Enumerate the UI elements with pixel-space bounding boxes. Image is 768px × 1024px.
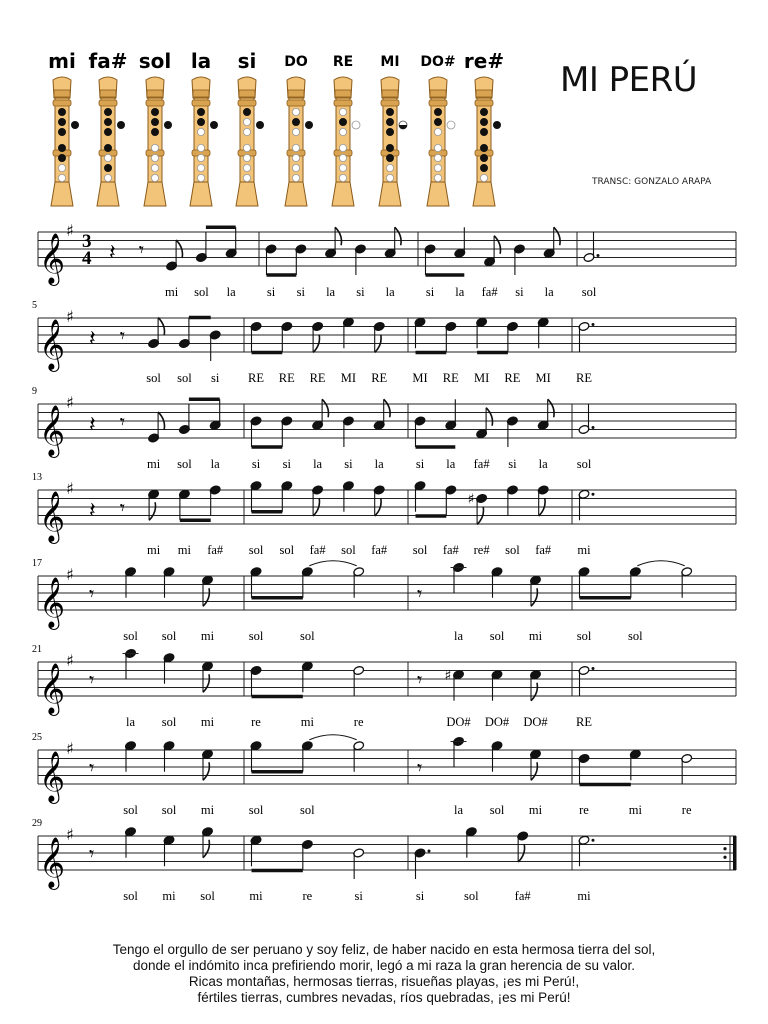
- note-name-label: RE: [504, 371, 521, 385]
- eighth-rest-icon: 𝄾: [89, 755, 95, 780]
- note-name-label: mi: [200, 715, 215, 729]
- note-name-label: mi: [528, 803, 543, 817]
- song-title: MI PERÚ: [560, 60, 698, 100]
- fingering-note-label: sol: [138, 49, 172, 73]
- note-name-label: sol: [248, 803, 264, 817]
- note-name-label: re: [251, 715, 261, 729]
- quarter-rest-icon: 𝄽: [89, 412, 96, 438]
- eighth-rest-icon: 𝄾: [417, 667, 423, 692]
- note-name-label: sol: [161, 629, 177, 643]
- note-flag: [203, 588, 209, 606]
- note-name-label: sol: [341, 543, 356, 557]
- eighth-rest-icon: 𝄾: [417, 755, 423, 780]
- note-name-label: la: [313, 457, 323, 471]
- note-name-label: RE: [576, 371, 592, 385]
- dot-icon: [428, 850, 431, 853]
- note-name-label: DO#: [484, 715, 510, 729]
- note-name-label: re: [681, 803, 692, 817]
- measure-number: 25: [32, 732, 42, 743]
- sharp-icon: ♯: [66, 825, 74, 844]
- staff-system: [32, 818, 737, 903]
- note-name-label: sol: [123, 889, 138, 903]
- note-name-label: mi: [200, 803, 215, 817]
- note-flag: [548, 399, 554, 417]
- note-name-label: la: [538, 457, 548, 471]
- note-name-label: sol: [177, 457, 192, 471]
- note-flag: [531, 588, 537, 606]
- note-name-label: re: [579, 803, 589, 817]
- dot-icon: [592, 493, 595, 496]
- note-flag: [203, 674, 209, 692]
- note-name-label: mi: [628, 803, 642, 817]
- fingering-note-label: re#: [463, 49, 505, 73]
- note-name-label: la: [326, 285, 336, 299]
- note-name-label: MI: [473, 371, 490, 385]
- treble-clef-icon: 𝄞: [39, 491, 66, 542]
- sharp-icon: ♯: [66, 221, 74, 240]
- note-flag: [531, 762, 537, 780]
- note-name-label: mi: [249, 889, 263, 903]
- quarter-rest-icon: 𝄽: [109, 240, 116, 266]
- note-name-label: sol: [248, 629, 264, 643]
- note-flag: [486, 408, 492, 426]
- lyrics-line: Ricas montañas, hermosas tierras, risueñas playas, ¡es mi Perú!,: [188, 974, 580, 989]
- fingering-note-label: si: [237, 49, 257, 73]
- staff-system: [32, 732, 736, 817]
- sharp-icon: ♯: [66, 739, 74, 758]
- fingering-note-label: mi: [48, 49, 76, 73]
- note-name-label: RE: [371, 371, 388, 385]
- measure-number: 17: [32, 558, 42, 569]
- note-flag: [395, 227, 401, 245]
- fingering-note-label: fa#: [88, 49, 128, 73]
- quarter-rest-icon: 𝄽: [89, 326, 96, 352]
- treble-clef-icon: 𝄞: [39, 405, 66, 456]
- note-name-label: la: [226, 285, 236, 299]
- fingering-note-label: MI: [380, 54, 400, 70]
- note-name-label: mi: [162, 889, 176, 903]
- sharp-icon: ♯: [66, 565, 74, 584]
- sharp-icon: ♯: [444, 667, 452, 684]
- note-name-label: RE: [309, 371, 326, 385]
- treble-clef-icon: 𝄞: [39, 663, 66, 714]
- dot-icon: [592, 667, 595, 670]
- measure-number: 13: [32, 472, 42, 483]
- note-name-label: DO#: [523, 715, 548, 729]
- note-name-label: fa#: [371, 543, 388, 557]
- lyrics-line: Tengo el orgullo de ser peruano y soy feliz, de haber nacido en esta hermosa tierra del sol,: [112, 942, 656, 957]
- note-name-label: la: [453, 803, 464, 817]
- final-barline: [733, 836, 737, 870]
- quarter-rest-icon: 𝄽: [89, 498, 96, 524]
- note-flag: [203, 840, 209, 858]
- note-name-label: la: [544, 285, 554, 299]
- lyrics-line: fértiles tierras, cumbres nevadas, ríos quebradas, ¡es mi Perú!: [197, 990, 571, 1005]
- note-name-label: fa#: [514, 889, 531, 903]
- note-name-label: si: [266, 285, 276, 299]
- eighth-rest-icon: 𝄾: [119, 409, 126, 434]
- dot-icon: [597, 254, 600, 257]
- note-name-label: si: [296, 285, 305, 299]
- dot-icon: [592, 323, 595, 326]
- note-name-label: RE: [576, 715, 592, 729]
- note-name-label: sol: [489, 629, 505, 643]
- note-name-label: la: [385, 285, 395, 299]
- note-flag: [554, 227, 560, 245]
- note-name-label: mi: [164, 285, 179, 299]
- measure-number: 9: [32, 386, 37, 397]
- repeat-dot: [723, 847, 726, 850]
- note-name-label: mi: [528, 629, 543, 643]
- eighth-rest-icon: 𝄾: [119, 323, 126, 348]
- note-name-label: mi: [177, 543, 192, 557]
- note-name-label: sol: [279, 543, 295, 557]
- note-name-label: sol: [576, 629, 592, 643]
- note-name-label: si: [251, 457, 261, 471]
- note-name-label: sol: [581, 285, 597, 299]
- treble-clef-icon: 𝄞: [39, 577, 66, 628]
- eighth-rest-icon: 𝄾: [417, 581, 423, 606]
- note-name-label: mi: [577, 543, 591, 557]
- note-name-label: sol: [146, 371, 161, 385]
- treble-clef-icon: 𝄞: [39, 233, 66, 284]
- note-flag: [335, 227, 341, 245]
- staff-system: [32, 644, 736, 729]
- eighth-rest-icon: 𝄾: [119, 495, 126, 520]
- sharp-icon: ♯: [66, 651, 74, 670]
- note-flag: [149, 502, 155, 520]
- note-name-label: la: [446, 457, 456, 471]
- note-name-label: si: [344, 457, 353, 471]
- note-name-label: si: [515, 285, 524, 299]
- note-name-label: fa#: [442, 543, 459, 557]
- time-signature-bottom: 4: [82, 248, 92, 269]
- note-name-label: re: [353, 715, 364, 729]
- sharp-icon: ♯: [467, 491, 475, 508]
- treble-clef-icon: 𝄞: [39, 837, 66, 888]
- note-name-label: fa#: [309, 543, 326, 557]
- note-name-label: DO#: [446, 715, 471, 729]
- sharp-icon: ♯: [66, 307, 74, 326]
- eighth-rest-icon: 𝄾: [89, 841, 95, 866]
- song-lyrics: [0, 942, 768, 1006]
- note-name-label: RE: [278, 371, 295, 385]
- note-flag: [494, 236, 500, 254]
- eighth-rest-icon: 𝄾: [89, 667, 95, 692]
- note-name-label: la: [374, 457, 384, 471]
- fingering-note-label: DO#: [420, 54, 456, 70]
- note-name-label: sol: [300, 629, 315, 643]
- measure-number: 21: [32, 644, 42, 655]
- note-name-label: sol: [628, 629, 643, 643]
- note-flag: [531, 683, 537, 701]
- lyrics-line: donde el indómito inca prefiriendo morir, legó a mi raza la gran herencia de su valor.: [132, 958, 636, 973]
- note-name-label: mi: [300, 715, 314, 729]
- note-name-label: sol: [123, 629, 138, 643]
- note-name-label: sol: [200, 889, 215, 903]
- note-name-label: si: [415, 889, 425, 903]
- time-signature-top: 3: [82, 231, 92, 252]
- note-name-label: si: [282, 457, 291, 471]
- tie: [309, 735, 356, 740]
- sharp-icon: ♯: [66, 479, 74, 498]
- treble-clef-icon: 𝄞: [39, 319, 66, 370]
- note-name-label: MI: [412, 371, 428, 385]
- note-name-label: si: [356, 285, 365, 299]
- note-name-label: sol: [194, 285, 209, 299]
- note-name-label: si: [425, 285, 435, 299]
- transcriber-credit: TRANSC: GONZALO ARAPA: [592, 177, 712, 187]
- note-name-label: la: [210, 457, 220, 471]
- repeat-dot: [723, 856, 726, 859]
- note-name-label: RE: [442, 371, 459, 385]
- note-name-label: sol: [489, 803, 505, 817]
- staff-system: [32, 386, 736, 471]
- note-name-label: mi: [577, 889, 591, 903]
- fingering-note-label: la: [190, 49, 212, 73]
- note-name-label: la: [455, 285, 465, 299]
- note-name-label: fa#: [535, 543, 552, 557]
- note-name-label: sol: [161, 715, 177, 729]
- note-name-label: mi: [146, 543, 161, 557]
- note-name-label: fa#: [481, 285, 498, 299]
- dot-icon: [592, 839, 595, 842]
- staff-system: [32, 472, 736, 557]
- note-name-label: sol: [248, 543, 264, 557]
- note-flag: [384, 399, 390, 417]
- eighth-rest-icon: 𝄾: [89, 581, 95, 606]
- fingering-note-label: DO: [284, 54, 308, 70]
- note-name-label: RE: [248, 371, 264, 385]
- staff-system: [32, 300, 736, 385]
- note-name-label: sol: [161, 803, 177, 817]
- note-name-label: MI: [340, 371, 357, 385]
- note-flag: [322, 399, 328, 417]
- measure-number: 5: [32, 300, 37, 311]
- tie: [637, 561, 684, 566]
- note-name-label: mi: [146, 457, 161, 471]
- staff-system: [32, 558, 736, 643]
- note-name-label: sol: [123, 803, 138, 817]
- note-name-label: sol: [300, 803, 315, 817]
- note-name-label: la: [453, 629, 464, 643]
- dot-icon: [592, 426, 595, 429]
- note-flag: [203, 762, 209, 780]
- note-name-label: fa#: [473, 457, 490, 471]
- sharp-icon: ♯: [66, 393, 74, 412]
- measure-number: 29: [32, 818, 42, 829]
- staff-system: [38, 221, 736, 299]
- note-name-label: sol: [464, 889, 479, 903]
- note-name-label: re: [302, 889, 313, 903]
- note-name-label: sol: [505, 543, 520, 557]
- note-name-label: si: [508, 457, 517, 471]
- note-name-label: si: [415, 457, 425, 471]
- note-name-label: sol: [177, 371, 192, 385]
- note-name-label: mi: [200, 629, 215, 643]
- tie: [309, 561, 356, 566]
- note-name-label: re#: [473, 543, 490, 557]
- eighth-rest-icon: 𝄾: [138, 237, 145, 262]
- note-name-label: si: [354, 889, 363, 903]
- fingering-note-label: RE: [332, 54, 354, 70]
- note-name-label: la: [125, 715, 136, 729]
- note-name-label: fa#: [207, 543, 224, 557]
- note-name-label: MI: [535, 371, 551, 385]
- note-name-label: sol: [412, 543, 428, 557]
- treble-clef-icon: 𝄞: [39, 751, 66, 802]
- note-name-label: sol: [576, 457, 592, 471]
- note-name-label: si: [211, 371, 220, 385]
